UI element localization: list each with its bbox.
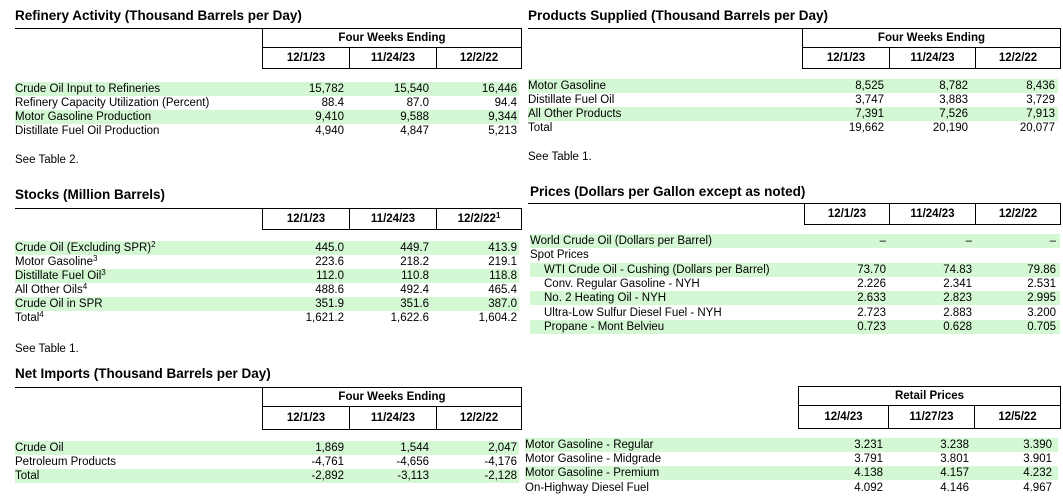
refinery-col-header: 11/24/23 bbox=[349, 48, 436, 68]
row-label bbox=[15, 241, 156, 255]
products-header-group: Four Weeks Ending bbox=[803, 29, 1060, 48]
row-value: 19,662 bbox=[848, 122, 884, 134]
row-value: 465.4 bbox=[488, 284, 517, 296]
row-value: 3.231 bbox=[854, 439, 883, 451]
row-label: Distillate Fuel Oil bbox=[528, 94, 615, 106]
row-value: 351.6 bbox=[400, 298, 429, 310]
stocks-note: See Table 1. bbox=[15, 343, 79, 355]
row-label: Motor Gasoline - Premium bbox=[525, 467, 660, 479]
table-row bbox=[530, 234, 1060, 248]
refinery-note: See Table 2. bbox=[15, 154, 79, 166]
row-value: 3,729 bbox=[1026, 94, 1055, 106]
row-value: 9,410 bbox=[315, 111, 344, 123]
row-value: 4.157 bbox=[940, 467, 969, 479]
retail-col-header: 12/5/22 bbox=[974, 406, 1060, 428]
footnote-marker: 2 bbox=[151, 240, 156, 249]
row-value: 218.2 bbox=[400, 256, 429, 268]
row-value: 79.86 bbox=[1027, 264, 1056, 276]
row-label: Ultra-Low Sulfur Diesel Fuel - NYH bbox=[544, 307, 722, 319]
row-value: 4.232 bbox=[1023, 467, 1052, 479]
prices-header bbox=[804, 203, 1061, 225]
refinery-header bbox=[262, 28, 522, 69]
table-row bbox=[15, 297, 519, 311]
table-row bbox=[530, 263, 1060, 277]
row-label-text: All Other Oils bbox=[15, 284, 83, 296]
prices-col-header: 11/24/23 bbox=[889, 204, 975, 224]
products-title: Products Supplied (Thousand Barrels per Day) bbox=[528, 8, 829, 23]
row-label-text: Crude Oil (Excluding SPR) bbox=[15, 242, 152, 254]
row-value: 15,782 bbox=[308, 83, 344, 95]
table-row bbox=[528, 107, 1058, 121]
products-note: See Table 1. bbox=[528, 151, 592, 163]
stocks-col-header bbox=[436, 209, 521, 229]
row-value: 492.4 bbox=[400, 284, 429, 296]
stocks-header bbox=[262, 208, 522, 230]
row-value: 4,847 bbox=[400, 125, 429, 137]
retail-header-group: Retail Prices bbox=[799, 387, 1060, 406]
row-value: 0.705 bbox=[1027, 321, 1056, 333]
row-label: Total bbox=[15, 470, 40, 482]
row-value: 387.0 bbox=[488, 298, 517, 310]
table-row bbox=[15, 241, 519, 255]
row-value: 8,525 bbox=[855, 80, 884, 92]
table-row bbox=[15, 469, 519, 483]
row-value: -2,128 bbox=[484, 470, 517, 482]
net-imports-col-header: 11/24/23 bbox=[349, 407, 436, 429]
row-value: -4,761 bbox=[311, 456, 344, 468]
row-label: Spot Prices bbox=[530, 249, 589, 261]
table-row bbox=[15, 82, 519, 96]
row-value: 4.967 bbox=[1023, 482, 1052, 494]
row-value: 110.8 bbox=[401, 270, 429, 282]
row-label: Crude Oil in SPR bbox=[15, 298, 103, 310]
row-label: Total bbox=[528, 122, 553, 134]
row-label: Crude Oil Input to Refineries bbox=[15, 83, 161, 95]
row-value: 7,913 bbox=[1026, 108, 1055, 120]
table-row bbox=[15, 124, 519, 138]
row-value: 413.9 bbox=[488, 242, 517, 254]
refinery-header-group: Four Weeks Ending bbox=[263, 29, 521, 48]
net-imports-col-header: 12/2/22 bbox=[436, 407, 521, 429]
row-value: 20,190 bbox=[932, 122, 968, 134]
table-row bbox=[528, 121, 1058, 135]
row-value: 8,436 bbox=[1026, 80, 1055, 92]
row-value: 449.7 bbox=[400, 242, 429, 254]
retail-header bbox=[798, 386, 1061, 429]
stocks-col-header-text: 12/2/22 bbox=[457, 213, 496, 225]
row-value: 87.0 bbox=[406, 97, 429, 109]
row-value: 2.226 bbox=[857, 278, 886, 290]
row-value: -3,113 bbox=[397, 470, 429, 482]
net-imports-col-header: 12/1/23 bbox=[286, 412, 326, 424]
row-value: 2.723 bbox=[857, 307, 886, 319]
table-row bbox=[15, 455, 519, 469]
row-label: Crude Oil bbox=[15, 442, 64, 454]
row-label: WTI Crude Oil - Cushing (Dollars per Barrel) bbox=[544, 264, 770, 276]
row-value: 3.200 bbox=[1027, 307, 1056, 319]
row-label: Motor Gasoline Production bbox=[15, 111, 152, 123]
retail-col-header: 12/4/23 bbox=[824, 411, 863, 423]
row-value: 1,622.6 bbox=[390, 312, 429, 324]
table-row bbox=[15, 255, 519, 269]
row-label: On-Highway Diesel Fuel bbox=[525, 482, 649, 494]
row-value: 74.83 bbox=[943, 264, 972, 276]
table-row bbox=[15, 283, 519, 297]
row-value: 16,446 bbox=[481, 83, 517, 95]
table-row bbox=[530, 291, 1060, 305]
row-label bbox=[15, 269, 106, 283]
table-row bbox=[530, 320, 1060, 334]
table-row bbox=[15, 96, 519, 110]
row-value: 118.8 bbox=[489, 270, 517, 282]
table-row bbox=[15, 441, 519, 455]
stocks-col-header: 11/24/23 bbox=[349, 209, 436, 229]
row-value: 88.4 bbox=[321, 97, 344, 109]
row-value: 3,883 bbox=[939, 94, 968, 106]
row-value: 3.390 bbox=[1023, 439, 1052, 451]
row-label bbox=[15, 311, 44, 325]
row-value: -4,656 bbox=[396, 456, 429, 468]
row-label: Refinery Capacity Utilization (Percent) bbox=[15, 97, 210, 109]
row-value: 0.723 bbox=[857, 321, 886, 333]
net-imports-header bbox=[262, 387, 522, 430]
row-value: 3.791 bbox=[854, 453, 883, 465]
row-label: World Crude Oil (Dollars per Barrel) bbox=[530, 235, 712, 247]
table-row bbox=[15, 311, 519, 325]
row-value: 5,213 bbox=[488, 125, 517, 137]
row-label: No. 2 Heating Oil - NYH bbox=[544, 292, 667, 304]
net-imports-title: Net Imports (Thousand Barrels per Day) bbox=[15, 366, 271, 381]
row-value: 7,391 bbox=[855, 108, 884, 120]
row-label bbox=[15, 283, 87, 297]
row-value: 9,588 bbox=[400, 111, 429, 123]
row-label: Petroleum Products bbox=[15, 456, 116, 468]
footnote-marker: 1 bbox=[495, 211, 501, 220]
row-value: 445.0 bbox=[315, 242, 344, 254]
row-value: 219.1 bbox=[488, 256, 517, 268]
row-label-text: Distillate Fuel Oil bbox=[15, 270, 102, 282]
prices-col-header: 12/2/22 bbox=[975, 204, 1060, 224]
row-value: 223.6 bbox=[315, 256, 344, 268]
prices-title: Prices (Dollars per Gallon except as noted) bbox=[530, 184, 806, 199]
row-label: Distillate Fuel Oil Production bbox=[15, 125, 160, 137]
row-value: 20,077 bbox=[1019, 122, 1055, 134]
refinery-col-header: 12/1/23 bbox=[286, 52, 326, 64]
table-row bbox=[525, 466, 1058, 480]
products-col-header: 11/24/23 bbox=[889, 48, 975, 68]
row-value: 1,621.2 bbox=[305, 312, 344, 324]
prices-col-header: 12/1/23 bbox=[827, 208, 867, 220]
products-col-header: 12/2/22 bbox=[975, 48, 1060, 68]
table-row bbox=[525, 481, 1058, 495]
row-value: 488.6 bbox=[315, 284, 344, 296]
row-value: – bbox=[1049, 235, 1056, 247]
row-value: 2.823 bbox=[943, 292, 972, 304]
row-value: -4,176 bbox=[484, 456, 517, 468]
row-value: – bbox=[879, 235, 886, 247]
row-value: -2,892 bbox=[311, 470, 344, 482]
row-value: 8,782 bbox=[939, 80, 968, 92]
refinery-col-header: 12/2/22 bbox=[436, 48, 521, 68]
row-value: 2.531 bbox=[1027, 278, 1056, 290]
footnote-marker: 3 bbox=[101, 268, 106, 277]
table-row bbox=[528, 93, 1058, 107]
row-label: Propane - Mont Belvieu bbox=[544, 321, 665, 333]
table-row bbox=[528, 79, 1058, 93]
footnote-marker: 4 bbox=[82, 282, 88, 291]
row-value: 4,940 bbox=[315, 125, 344, 137]
row-label-text: Total bbox=[15, 312, 40, 324]
row-value: 4.146 bbox=[940, 482, 969, 494]
row-value: 9,344 bbox=[488, 111, 517, 123]
row-value: 4.092 bbox=[854, 482, 883, 494]
table-row bbox=[15, 110, 519, 124]
row-value: 351.9 bbox=[315, 298, 344, 310]
row-value: 112.0 bbox=[316, 270, 344, 282]
row-value: 2.341 bbox=[943, 278, 972, 290]
row-value: 3.238 bbox=[940, 439, 969, 451]
row-value: 3,747 bbox=[855, 94, 884, 106]
footnote-marker: 3 bbox=[92, 254, 98, 263]
row-value: 4.138 bbox=[854, 467, 883, 479]
products-col-header: 12/1/23 bbox=[826, 52, 866, 64]
refinery-title: Refinery Activity (Thousand Barrels per Day) bbox=[15, 8, 302, 23]
row-value: 3.801 bbox=[940, 453, 969, 465]
row-value: 2.633 bbox=[857, 292, 886, 304]
table-row bbox=[530, 306, 1060, 320]
row-value: 15,540 bbox=[393, 83, 429, 95]
table-row bbox=[525, 438, 1058, 452]
row-label: All Other Products bbox=[528, 108, 622, 120]
row-value: 2,047 bbox=[488, 442, 517, 454]
products-header bbox=[802, 28, 1061, 69]
table-row bbox=[525, 452, 1058, 466]
row-label bbox=[15, 255, 97, 269]
table-row bbox=[530, 248, 1060, 262]
retail-col-header: 11/27/23 bbox=[888, 406, 974, 428]
row-label: Motor Gasoline - Regular bbox=[525, 439, 654, 451]
row-value: 73.70 bbox=[857, 264, 886, 276]
row-label: Motor Gasoline - Midgrade bbox=[525, 453, 662, 465]
table-row bbox=[530, 277, 1060, 291]
row-label-text: Motor Gasoline bbox=[15, 256, 93, 268]
net-imports-header-group: Four Weeks Ending bbox=[263, 388, 521, 407]
row-value: 1,869 bbox=[315, 442, 344, 454]
row-value: 2.883 bbox=[943, 307, 972, 319]
row-label: Motor Gasoline bbox=[528, 80, 606, 92]
stocks-title: Stocks (Million Barrels) bbox=[15, 187, 166, 202]
table-row bbox=[15, 269, 519, 283]
row-value: 3.901 bbox=[1023, 453, 1052, 465]
row-value: 94.4 bbox=[494, 97, 517, 109]
row-value: – bbox=[965, 235, 972, 247]
row-label: Conv. Regular Gasoline - NYH bbox=[544, 278, 700, 290]
row-value: 2.995 bbox=[1027, 292, 1056, 304]
row-value: 1,544 bbox=[400, 442, 429, 454]
row-value: 1,604.2 bbox=[478, 312, 517, 324]
row-value: 0.628 bbox=[943, 321, 972, 333]
stocks-col-header: 12/1/23 bbox=[286, 213, 326, 225]
row-value: 7,526 bbox=[939, 108, 968, 120]
footnote-marker: 4 bbox=[39, 310, 44, 319]
